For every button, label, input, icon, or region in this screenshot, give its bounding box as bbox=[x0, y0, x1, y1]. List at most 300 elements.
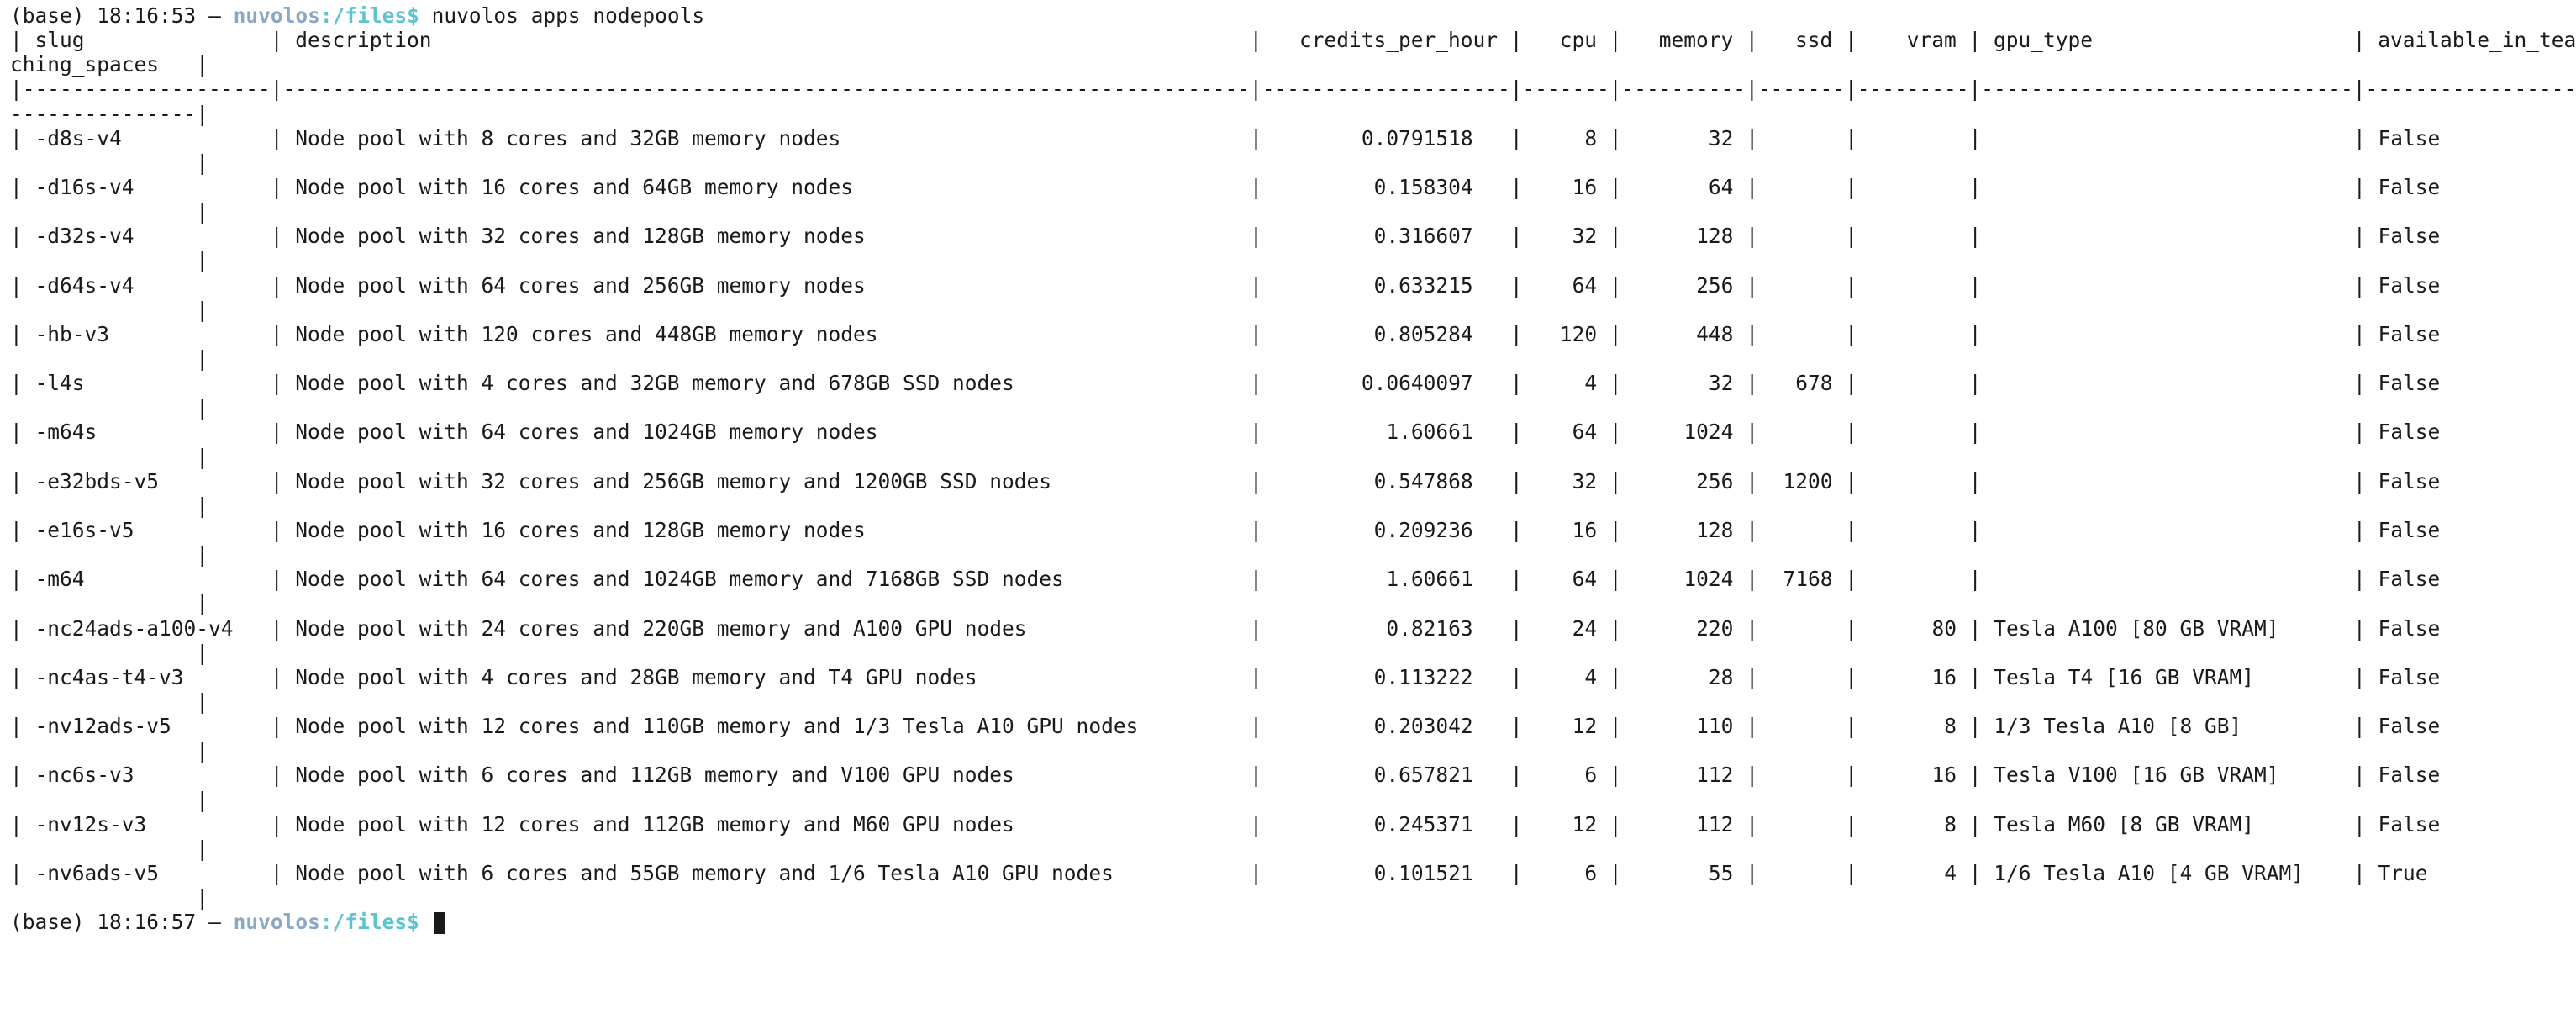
cell-border: | bbox=[1733, 615, 1771, 641]
cell-cpu: 24 bbox=[1535, 615, 1598, 641]
cell-description: Node pool with 64 cores and 1024GB memory and 7168GB SSD nodes bbox=[295, 567, 1238, 592]
cell-vram bbox=[1870, 420, 1957, 444]
cell-border: | bbox=[258, 224, 296, 249]
cell-border: | bbox=[1733, 224, 1771, 249]
prompt-user: nuvolos bbox=[233, 3, 320, 28]
cell-vram bbox=[1870, 175, 1957, 199]
cell-border: | bbox=[1597, 468, 1635, 494]
table-header-line-2: ching_spaces | bbox=[10, 52, 209, 77]
cell-pad bbox=[1275, 861, 1374, 885]
cell-border: | bbox=[2341, 224, 2378, 249]
row-wrap-line: | bbox=[10, 395, 209, 420]
cell-border: | bbox=[1733, 763, 1771, 788]
cell-border: | bbox=[2341, 811, 2378, 837]
cell-border: | bbox=[1832, 811, 1870, 837]
prompt-line-2[interactable] bbox=[10, 910, 2296, 934]
cell-border: | bbox=[2341, 272, 2378, 298]
conda-env: (base) bbox=[10, 3, 85, 28]
cell-border: | bbox=[258, 125, 296, 150]
cell-border: | bbox=[1957, 763, 1994, 788]
conda-env: (base) bbox=[10, 910, 85, 935]
row-wrap-line: | bbox=[10, 248, 209, 273]
cell-memory: 32 bbox=[1634, 125, 1734, 150]
cell-border: | bbox=[10, 272, 35, 298]
cell-available: False bbox=[2378, 125, 2441, 150]
cell-border: | bbox=[1733, 174, 1771, 199]
cell-available: False bbox=[2378, 567, 2441, 592]
cell-ssd bbox=[1771, 665, 1833, 689]
cell-border: | bbox=[1472, 468, 1536, 494]
cell-cpu: 8 bbox=[1535, 125, 1598, 150]
row-wrap-line: | bbox=[10, 738, 209, 763]
table-separator-line-2: ---------------| bbox=[10, 101, 209, 126]
cell-border: | bbox=[1237, 763, 1275, 788]
cell-border: | bbox=[1472, 420, 1536, 445]
row-wrap-line: | bbox=[10, 297, 209, 322]
cell-ssd bbox=[1771, 273, 1833, 298]
cell-memory: 256 bbox=[1634, 468, 1734, 494]
table-row bbox=[10, 763, 2441, 788]
cell-gpu-type bbox=[1994, 567, 2341, 591]
cell-border: | bbox=[10, 420, 35, 445]
cell-vram bbox=[1870, 273, 1957, 298]
cell-border: | bbox=[258, 272, 296, 298]
cell-border: | bbox=[2341, 860, 2378, 885]
cell-vram bbox=[1870, 567, 1957, 591]
table-row bbox=[10, 321, 2441, 346]
cell-pad bbox=[1275, 273, 1374, 298]
cell-vram bbox=[1870, 322, 1957, 346]
cell-description: Node pool with 24 cores and 220GB memory and A100 GPU nodes bbox=[295, 615, 1238, 641]
cell-ssd bbox=[1771, 420, 1833, 444]
cell-cpu: 120 bbox=[1535, 321, 1598, 346]
prompt-dollar: $ bbox=[407, 910, 419, 935]
cell-border: | bbox=[10, 125, 35, 150]
cell-border: | bbox=[2341, 125, 2378, 150]
cell-cpu: 64 bbox=[1535, 567, 1598, 592]
cell-available: False bbox=[2378, 174, 2441, 199]
cell-border: | bbox=[1832, 860, 1870, 885]
table-row bbox=[10, 272, 2441, 298]
cell-border: | bbox=[1597, 224, 1635, 249]
cell-border: | bbox=[1597, 664, 1635, 689]
cell-available: False bbox=[2378, 321, 2441, 346]
cell-border: | bbox=[1957, 860, 1994, 885]
cell-border: | bbox=[1472, 860, 1536, 885]
cell-gpu-type: 1/3 Tesla A10 [8 GB] bbox=[1994, 714, 2342, 739]
cell-cpu: 64 bbox=[1535, 420, 1598, 445]
cell-memory: 128 bbox=[1634, 517, 1734, 542]
prompt-path: /files bbox=[332, 3, 408, 28]
cell-border: | bbox=[1237, 811, 1275, 837]
cell-border: | bbox=[1472, 321, 1536, 346]
cell-gpu-type bbox=[1994, 371, 2341, 395]
cell-slug: -nv6ads-v5 bbox=[34, 860, 259, 885]
cell-vram: 8 bbox=[1869, 811, 1957, 837]
cell-vram bbox=[1870, 126, 1957, 150]
cell-border: | bbox=[1957, 224, 1994, 249]
cell-pad bbox=[1275, 175, 1374, 199]
cell-credits-per-hour: 0.82163 bbox=[1386, 615, 1473, 641]
cell-border: | bbox=[1472, 125, 1536, 150]
cell-credits-per-hour: 0.158304 bbox=[1373, 174, 1473, 199]
cell-border: | bbox=[1597, 714, 1635, 739]
cell-border: | bbox=[258, 714, 296, 739]
cell-border: | bbox=[1597, 125, 1635, 150]
cell-ssd bbox=[1771, 126, 1833, 150]
cell-description: Node pool with 6 cores and 55GB memory and 1/6 Tesla A10 GPU nodes bbox=[295, 860, 1238, 885]
cell-border: | bbox=[1733, 125, 1771, 150]
cell-gpu-type: Tesla V100 [16 GB VRAM] bbox=[1994, 763, 2342, 788]
cell-cpu: 6 bbox=[1535, 763, 1598, 788]
cell-border: | bbox=[1597, 272, 1635, 298]
cell-border: | bbox=[1237, 860, 1275, 885]
row-wrap-line: | bbox=[10, 444, 209, 469]
cell-border: | bbox=[1472, 763, 1536, 788]
cell-pad bbox=[1275, 567, 1387, 591]
cell-cpu: 12 bbox=[1535, 811, 1598, 837]
prompt-separator: – bbox=[208, 3, 221, 28]
cell-border: | bbox=[1957, 615, 1994, 641]
cell-border: | bbox=[1472, 811, 1536, 837]
cell-pad bbox=[1275, 420, 1387, 444]
cell-credits-per-hour: 0.657821 bbox=[1373, 763, 1473, 788]
cell-border: | bbox=[258, 860, 296, 885]
cell-border: | bbox=[1832, 615, 1870, 641]
cell-memory: 220 bbox=[1634, 615, 1734, 641]
cell-border: | bbox=[10, 615, 35, 641]
table-header-line-1: | slug | description | credits_per_hour | cpu | memory | ssd | vram | gpu_type | available_in_tea bbox=[10, 28, 2576, 53]
cell-ssd bbox=[1771, 175, 1833, 199]
cell-border: | bbox=[2341, 664, 2378, 689]
cell-gpu-type bbox=[1994, 420, 2341, 444]
cell-border: | bbox=[2341, 468, 2378, 494]
cell-border: | bbox=[1832, 125, 1870, 150]
cell-border: | bbox=[10, 174, 35, 199]
cell-border: | bbox=[1237, 615, 1275, 641]
cell-gpu-type bbox=[1994, 224, 2341, 248]
cell-border: | bbox=[2341, 174, 2378, 199]
cell-description: Node pool with 4 cores and 28GB memory and T4 GPU nodes bbox=[295, 664, 1238, 689]
cell-gpu-type bbox=[1994, 322, 2341, 346]
cell-border: | bbox=[1597, 763, 1635, 788]
cell-memory: 55 bbox=[1634, 860, 1734, 885]
cell-memory: 256 bbox=[1634, 272, 1734, 298]
cell-pad bbox=[1275, 665, 1374, 689]
cell-vram bbox=[1870, 469, 1957, 494]
cell-border: | bbox=[10, 567, 35, 592]
cell-slug: -l4s bbox=[34, 371, 259, 396]
cell-border: | bbox=[10, 371, 35, 396]
cell-ssd: 678 bbox=[1770, 371, 1833, 396]
cell-border: | bbox=[1832, 272, 1870, 298]
cell-border: | bbox=[1597, 567, 1635, 592]
cell-border: | bbox=[258, 468, 296, 494]
cell-border: | bbox=[1957, 272, 1994, 298]
cell-credits-per-hour: 0.113222 bbox=[1373, 664, 1473, 689]
cell-vram bbox=[1870, 371, 1957, 395]
prompt-time: 18:16:57 bbox=[97, 910, 197, 935]
cell-ssd bbox=[1771, 616, 1833, 641]
cell-border: | bbox=[1957, 468, 1994, 494]
cell-border: | bbox=[1597, 811, 1635, 837]
cell-description: Node pool with 32 cores and 256GB memory and 1200GB SSD nodes bbox=[295, 468, 1238, 494]
cell-memory: 32 bbox=[1634, 371, 1734, 396]
cell-pad bbox=[1275, 518, 1374, 542]
cell-border: | bbox=[1472, 272, 1536, 298]
row-wrap-line: | bbox=[10, 591, 209, 616]
cell-border: | bbox=[1597, 517, 1635, 542]
cell-border: | bbox=[1733, 321, 1771, 346]
cell-border: | bbox=[10, 468, 35, 494]
cell-border: | bbox=[1472, 174, 1536, 199]
cell-vram bbox=[1870, 224, 1957, 248]
cell-border: | bbox=[1957, 321, 1994, 346]
cell-border: | bbox=[258, 615, 296, 641]
cell-vram: 8 bbox=[1869, 714, 1957, 739]
cell-border: | bbox=[1832, 517, 1870, 542]
cell-gpu-type bbox=[1994, 518, 2341, 542]
cell-border: | bbox=[2341, 321, 2378, 346]
cell-border: | bbox=[258, 811, 296, 837]
table-row bbox=[10, 125, 2441, 150]
cell-pad bbox=[1275, 812, 1374, 837]
cell-cpu: 32 bbox=[1535, 224, 1598, 249]
cell-available: False bbox=[2378, 468, 2441, 494]
cell-memory: 64 bbox=[1634, 174, 1734, 199]
cell-available: False bbox=[2378, 763, 2441, 788]
cell-border: | bbox=[1733, 272, 1771, 298]
cell-border: | bbox=[1832, 420, 1870, 445]
cell-vram: 16 bbox=[1869, 763, 1957, 788]
cell-border: | bbox=[258, 567, 296, 592]
cell-border: | bbox=[10, 224, 35, 249]
cell-border: | bbox=[2341, 763, 2378, 788]
cell-border: | bbox=[1957, 420, 1994, 445]
prompt-colon: : bbox=[319, 910, 333, 935]
cell-border: | bbox=[1237, 272, 1275, 298]
cell-memory: 112 bbox=[1634, 811, 1734, 837]
cell-description: Node pool with 8 cores and 32GB memory nodes bbox=[295, 125, 1238, 150]
cell-available: False bbox=[2378, 371, 2441, 396]
cell-border: | bbox=[1733, 371, 1771, 396]
cell-slug: -nc24ads-a100-v4 bbox=[34, 615, 259, 641]
cell-pad bbox=[1275, 714, 1374, 738]
cell-vram: 80 bbox=[1869, 615, 1957, 641]
prompt-separator: – bbox=[208, 910, 221, 935]
cell-border: | bbox=[1597, 371, 1635, 396]
cell-credits-per-hour: 0.0791518 bbox=[1361, 125, 1473, 150]
cell-memory: 1024 bbox=[1634, 420, 1734, 445]
cell-slug: -nc6s-v3 bbox=[34, 763, 259, 788]
cell-pad bbox=[1275, 469, 1374, 494]
cell-credits-per-hour: 1.60661 bbox=[1386, 567, 1473, 592]
cell-pad bbox=[1275, 763, 1374, 787]
cell-description: Node pool with 12 cores and 110GB memory and 1/3 Tesla A10 GPU nodes bbox=[295, 714, 1238, 739]
cell-ssd bbox=[1771, 518, 1833, 542]
cell-memory: 28 bbox=[1634, 664, 1734, 689]
cell-border: | bbox=[2341, 517, 2378, 542]
cell-gpu-type: Tesla T4 [16 GB VRAM] bbox=[1994, 664, 2342, 689]
cell-gpu-type: Tesla A100 [80 GB VRAM] bbox=[1994, 615, 2342, 641]
table-row bbox=[10, 174, 2441, 199]
cell-border: | bbox=[1832, 224, 1870, 249]
cell-credits-per-hour: 0.633215 bbox=[1373, 272, 1473, 298]
cell-available: False bbox=[2378, 615, 2441, 641]
prompt-user: nuvolos bbox=[233, 910, 320, 935]
cell-description: Node pool with 32 cores and 128GB memory nodes bbox=[295, 224, 1238, 249]
cell-border: | bbox=[1733, 860, 1771, 885]
cell-ssd bbox=[1771, 322, 1833, 346]
cell-cpu: 64 bbox=[1535, 272, 1598, 298]
cell-slug: -nv12ads-v5 bbox=[34, 714, 259, 739]
cell-border: | bbox=[1237, 321, 1275, 346]
cell-gpu-type: Tesla M60 [8 GB VRAM] bbox=[1994, 811, 2342, 837]
cell-border: | bbox=[1957, 371, 1994, 396]
prompt-dollar: $ bbox=[407, 3, 419, 28]
cell-border: | bbox=[1832, 714, 1870, 739]
cell-memory: 1024 bbox=[1634, 567, 1734, 592]
cell-pad bbox=[1275, 371, 1362, 395]
cell-slug: -nc4as-t4-v3 bbox=[34, 664, 259, 689]
cell-cpu: 32 bbox=[1535, 468, 1598, 494]
cell-gpu-type bbox=[1994, 273, 2341, 298]
cell-border: | bbox=[1957, 517, 1994, 542]
cell-available: False bbox=[2378, 714, 2441, 739]
row-wrap-line: | bbox=[10, 689, 209, 714]
cell-credits-per-hour: 0.101521 bbox=[1373, 860, 1473, 885]
cell-border: | bbox=[1957, 664, 1994, 689]
cell-gpu-type bbox=[1994, 126, 2341, 150]
cell-border: | bbox=[1237, 517, 1275, 542]
cell-pad bbox=[1275, 224, 1374, 248]
cell-border: | bbox=[1832, 321, 1870, 346]
cell-credits-per-hour: 0.203042 bbox=[1373, 714, 1473, 739]
cell-slug: -d16s-v4 bbox=[34, 174, 259, 199]
table-row bbox=[10, 420, 2441, 445]
cell-available: False bbox=[2378, 664, 2441, 689]
row-wrap-line: | bbox=[10, 346, 209, 371]
cell-slug: -d8s-v4 bbox=[34, 125, 259, 150]
cell-border: | bbox=[258, 174, 296, 199]
cell-vram: 4 bbox=[1869, 860, 1957, 885]
cell-border: | bbox=[1472, 567, 1536, 592]
text-cursor bbox=[434, 912, 445, 934]
cell-slug: -d32s-v4 bbox=[34, 224, 259, 249]
prompt-time: 18:16:53 bbox=[97, 3, 197, 28]
table-body bbox=[10, 125, 2441, 911]
prompt-line-1 bbox=[10, 3, 2296, 28]
terminal-window[interactable] bbox=[10, 3, 2576, 935]
cell-credits-per-hour: 0.0640097 bbox=[1361, 371, 1473, 396]
cell-credits-per-hour: 1.60661 bbox=[1386, 420, 1473, 445]
cell-slug: -m64s bbox=[34, 420, 259, 445]
cell-border: | bbox=[1237, 567, 1275, 592]
cell-border: | bbox=[1597, 420, 1635, 445]
cell-gpu-type: 1/6 Tesla A10 [4 GB VRAM] bbox=[1994, 860, 2342, 885]
cell-credits-per-hour: 0.805284 bbox=[1373, 321, 1473, 346]
cell-ssd bbox=[1771, 861, 1833, 885]
cell-vram: 16 bbox=[1869, 664, 1957, 689]
cell-border: | bbox=[2341, 567, 2378, 592]
cell-border: | bbox=[1237, 714, 1275, 739]
cell-credits-per-hour: 0.209236 bbox=[1373, 517, 1473, 542]
cell-border: | bbox=[258, 517, 296, 542]
cell-slug: -d64s-v4 bbox=[34, 272, 259, 298]
cell-border: | bbox=[1733, 468, 1771, 494]
cell-border: | bbox=[1597, 174, 1635, 199]
table-row bbox=[10, 664, 2441, 689]
cell-border: | bbox=[1472, 224, 1536, 249]
table-row bbox=[10, 811, 2441, 837]
cell-border: | bbox=[1832, 468, 1870, 494]
cell-border: | bbox=[1472, 615, 1536, 641]
cell-slug: -e32bds-v5 bbox=[34, 468, 259, 494]
cell-border: | bbox=[10, 860, 35, 885]
table-row bbox=[10, 224, 2441, 249]
cell-border: | bbox=[1237, 125, 1275, 150]
cell-credits-per-hour: 0.547868 bbox=[1373, 468, 1473, 494]
cell-border: | bbox=[1237, 174, 1275, 199]
cell-border: | bbox=[1597, 860, 1635, 885]
cell-border: | bbox=[1733, 664, 1771, 689]
cell-available: False bbox=[2378, 420, 2441, 445]
cell-available: False bbox=[2378, 517, 2441, 542]
cell-memory: 112 bbox=[1634, 763, 1734, 788]
row-wrap-line: | bbox=[10, 493, 209, 518]
cell-border: | bbox=[1957, 567, 1994, 592]
cell-slug: -m64 bbox=[34, 567, 259, 592]
table-row bbox=[10, 517, 2441, 542]
cell-available: False bbox=[2378, 811, 2441, 837]
table-row bbox=[10, 860, 2428, 885]
cell-cpu: 12 bbox=[1535, 714, 1598, 739]
cell-ssd: 1200 bbox=[1770, 468, 1833, 494]
cell-border: | bbox=[1733, 567, 1771, 592]
cell-border: | bbox=[1832, 763, 1870, 788]
cell-ssd bbox=[1771, 763, 1833, 787]
table-separator-line-1: |--------------------|------------------------------------------------------------------------------|--------------------|-------|----------|-------|---------|------------------------------|----------------- bbox=[10, 77, 2576, 102]
cell-pad bbox=[1275, 126, 1362, 150]
cell-border: | bbox=[1957, 174, 1994, 199]
cell-border: | bbox=[1832, 371, 1870, 396]
cell-border: | bbox=[10, 664, 35, 689]
cell-border: | bbox=[1237, 224, 1275, 249]
row-wrap-line: | bbox=[10, 542, 209, 567]
table-row bbox=[10, 371, 2441, 396]
cell-description: Node pool with 120 cores and 448GB memory nodes bbox=[295, 321, 1238, 346]
cell-memory: 110 bbox=[1634, 714, 1734, 739]
cell-ssd bbox=[1771, 224, 1833, 248]
cell-available: False bbox=[2378, 224, 2441, 249]
cell-cpu: 4 bbox=[1535, 664, 1598, 689]
cell-memory: 128 bbox=[1634, 224, 1734, 249]
prompt-path: /files bbox=[332, 910, 408, 935]
row-wrap-line: | bbox=[10, 640, 209, 665]
cell-credits-per-hour: 0.245371 bbox=[1373, 811, 1473, 837]
cell-border: | bbox=[1957, 714, 1994, 739]
cell-border: | bbox=[1472, 664, 1536, 689]
cell-border: | bbox=[1733, 420, 1771, 445]
cell-slug: -e16s-v5 bbox=[34, 517, 259, 542]
cell-border: | bbox=[1472, 371, 1536, 396]
cell-border: | bbox=[2341, 714, 2378, 739]
cell-border: | bbox=[10, 763, 35, 788]
prompt-colon: : bbox=[319, 3, 333, 28]
cell-slug: -hb-v3 bbox=[34, 321, 259, 346]
cell-border: | bbox=[10, 321, 35, 346]
cell-border: | bbox=[1832, 664, 1870, 689]
